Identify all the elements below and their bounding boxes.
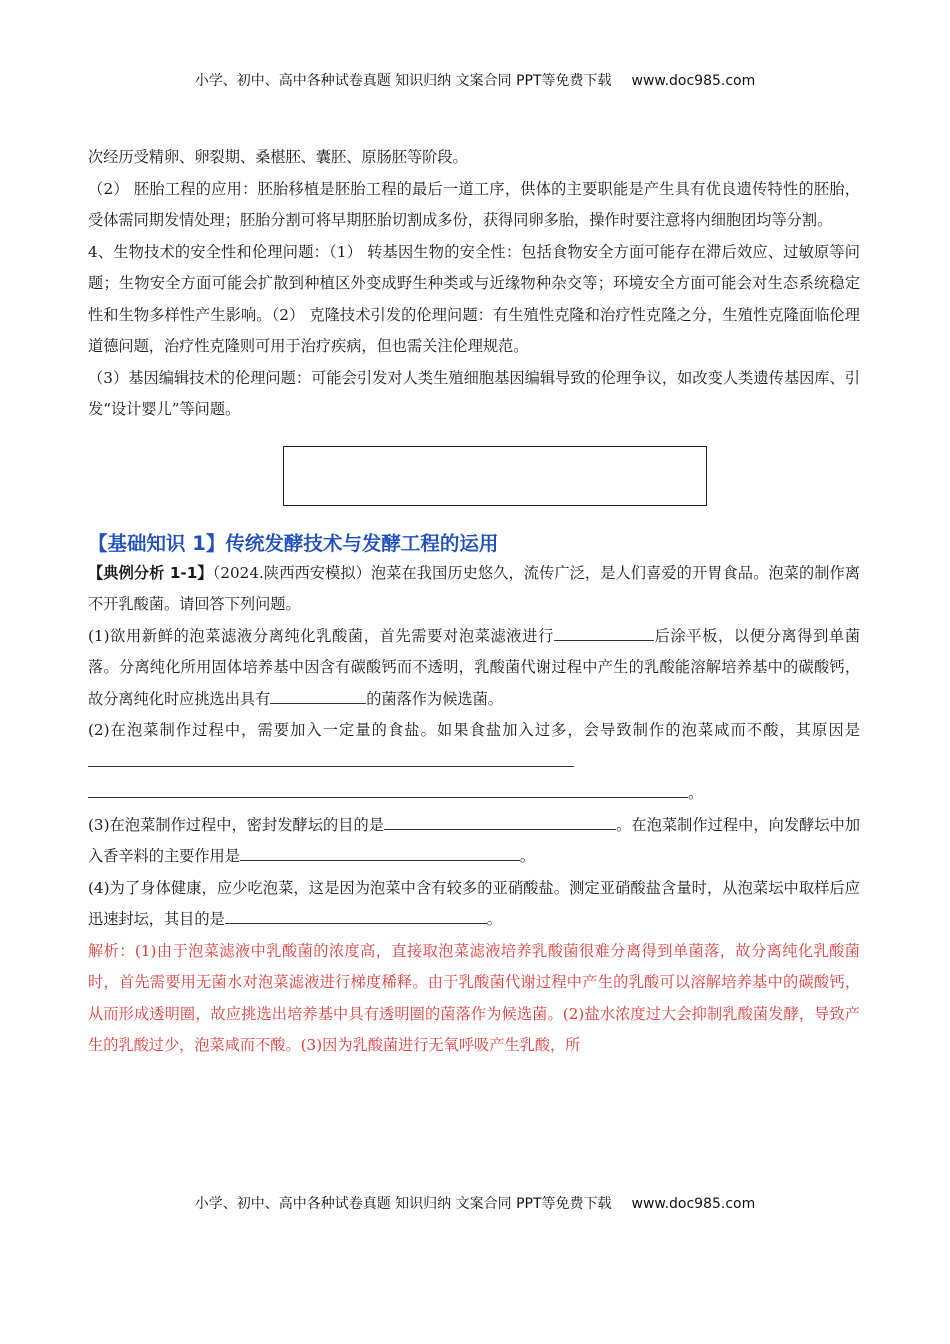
answer-blank[interactable] xyxy=(240,842,520,861)
question-2 xyxy=(88,715,860,778)
question-4-text: (4)为了身体健康，应少吃泡菜，这是因为泡菜中含有较多的亚硝酸盐。测定亚硝酸盐含量时，从泡菜坛中取样后应迅速封坛，其目的是 xyxy=(88,878,860,928)
period: 。 xyxy=(519,847,536,865)
question-4 xyxy=(88,873,860,936)
header-text: 小学、初中、高中各种试卷真题 知识归纳 文案合同 PPT等免费下载 xyxy=(194,73,612,89)
paragraph: 次经历受精卵、卵裂期、桑椹胚、囊胚、原肠胚等阶段。 xyxy=(88,148,468,166)
footer-text: 小学、初中、高中各种试卷真题 知识归纳 文案合同 PPT等免费下载 xyxy=(194,1196,612,1212)
section-title: 【基础知识 1】传统发酵技术与发酵工程的运用 xyxy=(88,531,499,555)
page-header xyxy=(0,70,950,90)
question-3-part-b: 。在泡菜制作过程中，向发酵坛中加入香辛料的主要作用是 xyxy=(88,815,861,865)
empty-frame xyxy=(283,446,707,506)
paragraph: 4、生物技术的安全性和伦理问题：（1） 转基因生物的安全性：包括食物安全方面可能存在滞后效应、过敏原等问题；生物安全方面可能会扩散到种植区外变成野生种类或与近缘物种杂交等；环境安全方面可能会对生态系统稳定性和生物多样性产生影响。（2） 克隆技术引发的伦理问题：有生殖性克隆和治疗性克隆之分，生殖性克隆面临伦理道德问题，治疗性克隆则可用于治疗疾病，但也需关注伦理规范。 xyxy=(88,242,860,355)
analysis-text: 解析：(1)由于泡菜滤液中乳酸菌的浓度高，直接取泡菜滤液培养乳酸菌很难分离得到单菌落，故分离纯化乳酸菌时，首先需要用无菌水对泡菜滤液进行梯度稀释。由于乳酸菌代谢过程中产生的乳酸可以溶解培养基中的碳酸钙，从而形成透明圈，故应挑选出培养基中具有透明圈的菌落作为候选菌。(2)盐水浓度过大会抑制乳酸菌发酵，导致产生的乳酸过少，泡菜咸而不酸。(3)因为乳酸菌进行无氧呼吸产生乳酸，所 xyxy=(88,941,860,1054)
paragraph: （2） 胚胎工程的应用：胚胎移植是胚胎工程的最后一道工序，供体的主要职能是产生具有优良遗传特性的胚胎，受体需同期发情处理；胚胎分割可将早期胚胎切割成多份，获得同卵多胎，操作时要注意将内细胞团均等分割。 xyxy=(88,179,860,229)
header-site-link[interactable]: www.doc985.com xyxy=(631,73,756,89)
answer-blank[interactable] xyxy=(225,905,487,924)
answer-blank[interactable] xyxy=(88,779,688,798)
question-1-part-c: 的菌落作为候选菌。 xyxy=(366,689,503,708)
question-2-text: (2)在泡菜制作过程中，需要加入一定量的食盐。如果食盐加入过多，会导致制作的泡菜咸而不酸，其原因是 xyxy=(88,721,860,739)
question-1-part-b: 后涂平板，以便分离得到单菌落。分离纯化所用固体培养基中因含有碳酸钙而不透明，乳酸菌代谢过程中产生的乳酸能溶解培养基中的碳酸钙，故分离纯化时应挑选出具有 xyxy=(88,626,861,708)
page-content xyxy=(88,142,860,1062)
question-1 xyxy=(88,621,860,716)
page-footer xyxy=(0,1193,950,1213)
answer-blank[interactable] xyxy=(88,748,574,767)
period: 。 xyxy=(486,910,502,928)
period: 。 xyxy=(688,784,704,802)
question-2-continuation xyxy=(88,778,860,810)
answer-blank[interactable] xyxy=(554,622,654,641)
example-label: 【典例分析 1-1】 xyxy=(88,563,213,582)
question-1-part-a: (1)欲用新鲜的泡菜滤液分离纯化乳酸菌，首先需要对泡菜滤液进行 xyxy=(88,626,554,645)
example-intro xyxy=(88,558,860,621)
paragraph: （3）基因编辑技术的伦理问题：可能会引发对人类生殖细胞基因编辑导致的伦理争议，如改变人类遗传基因库、引发“设计婴儿”等问题。 xyxy=(88,368,860,418)
question-3-part-a: (3)在泡菜制作过程中，密封发酵坛的目的是 xyxy=(88,815,385,834)
answer-blank[interactable] xyxy=(270,685,366,704)
example-intro-text: （2024.陕西西安模拟）泡菜在我国历史悠久，流传广泛，是人们喜爱的开胃食品。泡菜的制作离不开乳酸菌。请回答下列问题。 xyxy=(88,563,860,613)
footer-site-link[interactable]: www.doc985.com xyxy=(631,1196,756,1212)
answer-blank[interactable] xyxy=(384,811,616,830)
question-3 xyxy=(88,810,860,873)
